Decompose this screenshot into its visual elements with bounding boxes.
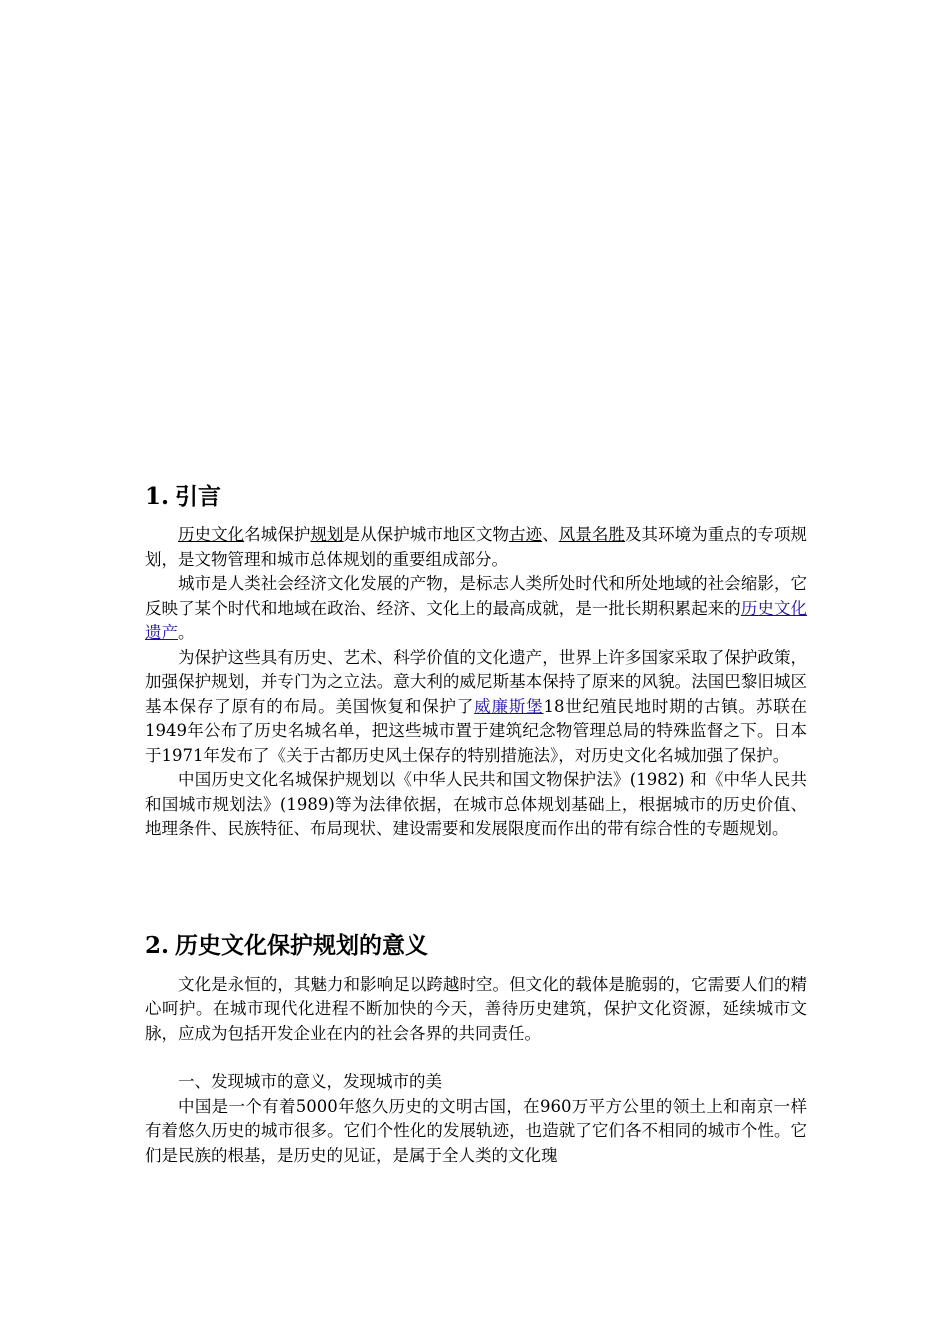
section-2-paragraph-2: 中国是一个有着5000年悠久历史的文明古国，在960万平方公里的领土上和南京一样有着悠久历史的城市很多。它们个性化的发展轨迹，也造就了它们各不相同的城市个性。它们是民族的根基，是历史的见证，是属于全人类的文化瑰 xyxy=(145,1096,807,1165)
text-run: 城市是人类社会经济文化发展的产物，是标志人类所处时代和所处地域的社会缩影，它反映了某个时代和地域在政治、经济、文化上的最高成就，是一批长期积累起来的 xyxy=(145,574,807,618)
section-1-paragraph-1 xyxy=(145,523,807,572)
section-1-heading xyxy=(145,478,807,516)
paragraph-spacer xyxy=(145,1046,807,1070)
term-planning: 规划 xyxy=(310,525,344,544)
section-2-paragraph-1: 文化是永恒的，其魅力和影响足以跨越时空。但文化的载体是脆弱的，它需要人们的精心呵护。在城市现代化进程不断加快的今天，善待历史建筑，保护文化资源，延续城市文脉，应成为包括开发企业在内的社会各界的共同责任。 xyxy=(145,974,807,1043)
text-run: 、 xyxy=(542,525,559,544)
text-run: 。 xyxy=(178,623,195,642)
section-1-paragraph-4 xyxy=(145,768,807,842)
section-1-paragraph-3 xyxy=(145,646,807,769)
text-run: 及其环境为重点的专项规划，是文物管理和城市总体规划的重要组成部分。 xyxy=(145,525,808,569)
text-run: 18世纪殖民地时期的古镇。苏联在1949年公布了历史名城名单，把这些城市置于建筑纪念物管理总局的特殊监督之下。日本于1971年发布了《关于古都历史风土保存的特别措施法》，对历史文化名城加强了保护。 xyxy=(145,696,808,765)
link-williamsburg[interactable]: 威廉斯堡 xyxy=(474,696,544,716)
text-run: 是从保护城市地区文物 xyxy=(343,525,510,544)
document-body xyxy=(145,478,807,1168)
term-scenic-spots: 风景名胜 xyxy=(558,525,625,544)
section-1-number: 1. xyxy=(145,483,170,510)
section-2-heading xyxy=(145,927,807,965)
text-run: 为保护这些具有历史、艺术、科学价值的文化遗产，世界上许多国家采取了保护政策，加强保护规划，并专门为之立法。意大利的威尼斯基本保持了原来的风貌。法国巴黎旧城区基本保存了原有的布局。美国恢复和保护了 xyxy=(145,647,807,716)
text-run: 中国历史文化名城保护规划以《中华人民共和国文物保护法》(1982) 和《中华人民共和国城市规划法》(1989)等为法律依据，在城市总体规划基础上，根据城市的历史价值、地理条件、民族特征、布局现状、建设需要和发展限度而作出的带有综合性的专题规划。 xyxy=(145,770,807,838)
link-cultural-heritage[interactable]: 历史文化遗产 xyxy=(145,598,808,642)
text-run: 名城保护 xyxy=(244,525,311,544)
section-2-subheading: 一、发现城市的意义，发现城市的美 xyxy=(178,1072,442,1091)
section-spacer xyxy=(145,842,807,927)
term-history-culture: 历史文化 xyxy=(178,525,245,544)
section-2-title: 历史文化保护规划的意义 xyxy=(175,931,429,959)
section-2-number: 2. xyxy=(145,931,170,959)
section-1-title: 引言 xyxy=(175,483,222,510)
section-1-paragraph-2 xyxy=(145,572,807,646)
term-monuments: 古迹 xyxy=(509,525,543,544)
